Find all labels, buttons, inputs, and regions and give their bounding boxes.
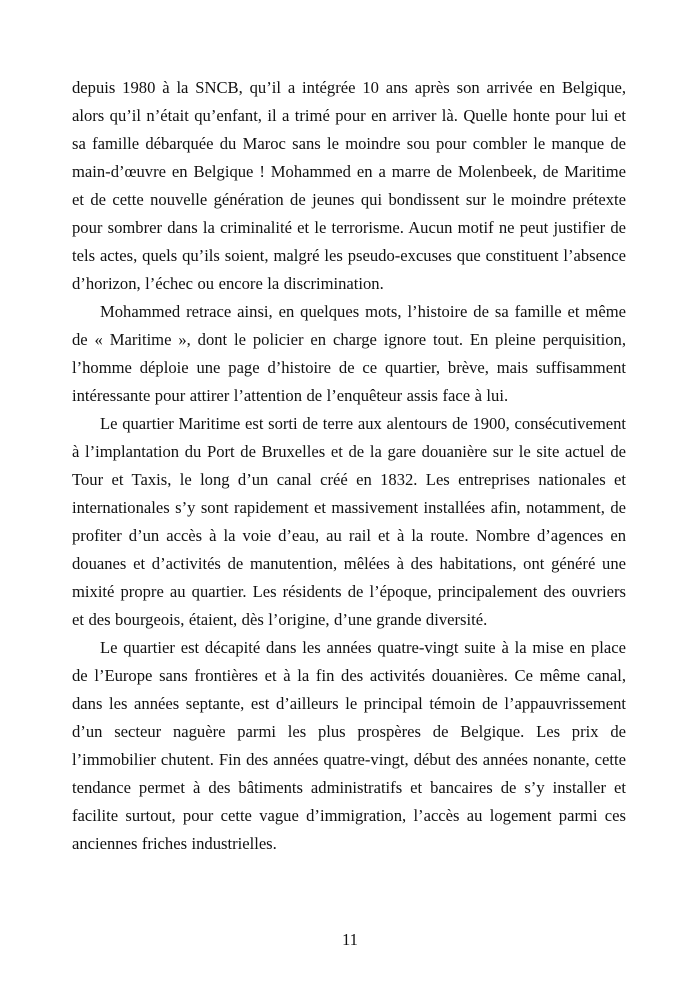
paragraph-2: Mohammed retrace ainsi, en quelques mots, l’histoire de sa famille et même de « Maritime », dont le policier en charge ignore tout. En pleine perquisition, l’homme déploie une page d’histoire de ce quartier, brève, mais suffisamment intéressante pour attirer l’attention de l’enquêteur assis face à lui. — [72, 302, 626, 405]
paragraph-1: depuis 1980 à la SNCB, qu’il a intégrée 10 ans après son arrivée en Belgique, alors qu’il n’était qu’enfant, il a trimé pour en arriver là. Quelle honte pour lui et sa famille débarquée du Maroc sans le moindre sou pour combler le manque de main-d’œuvre en Belgique ! Mohammed en a marre de Molenbeek, de Maritime et de cette nouvelle génération de jeunes qui bondissent sur le moindre prétexte pour sombrer dans la criminalité et le terrorisme. Aucun motif ne peut justifier de tels actes, quels qu’ils soient, malgré les pseudo-excuses que constituent l’absence d’horizon, l’échec ou encore la discrimination. — [72, 78, 626, 293]
paragraph-4: Le quartier est décapité dans les années quatre-vingt suite à la mise en place de l’Europe sans frontières et à la fin des activités douanières. Ce même canal, dans les années septante, est d’ailleurs le principal témoin de l’appauvrissement d’un secteur naguère parmi les plus prospères de Belgique. Les prix de l’immobilier chutent. Fin des années quatre-vingt, début des années nonante, cette tendance permet à des bâtiments administratifs et bancaires de s’y installer et facilite surtout, pour cette vague d’immigration, l’accès au logement parmi ces anciennes friches industrielles. — [72, 638, 626, 853]
body-text-block — [72, 74, 626, 858]
page-number: 11 — [342, 930, 358, 949]
paragraph-3: Le quartier Maritime est sorti de terre aux alentours de 1900, consécutivement à l’implantation du Port de Bruxelles et de la gare douanière sur le site actuel de Tour et Taxis, le long d’un canal créé en 1832. Les entreprises nationales et internationales s’y sont rapidement et massivement installées afin, notamment, de profiter d’un accès à la voie d’eau, au rail et à la route. Nombre d’agences en douanes et d’activités de manutention, mêlées à des habitations, ont généré une mixité propre au quartier. Les résidents de l’époque, principalement des ouvriers et des bourgeois, étaient, dès l’origine, d’une grande diversité. — [72, 414, 626, 629]
